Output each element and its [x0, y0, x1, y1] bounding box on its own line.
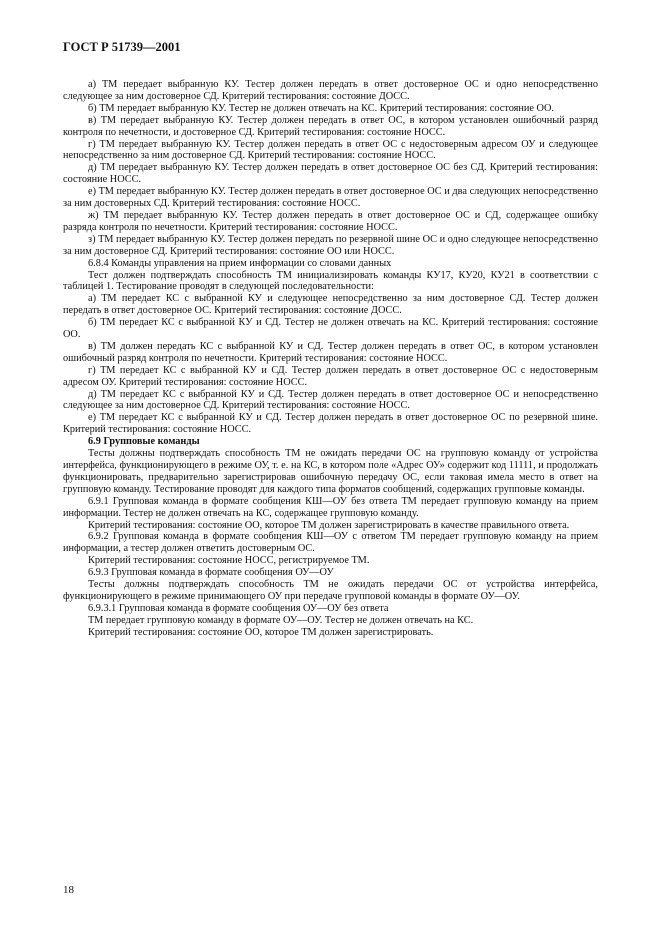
paragraph: д) ТМ передает выбранную КУ. Тестер должен передать в ответ достоверное ОС без СД. Критерий тестирования: состояние НОСС.	[63, 162, 598, 186]
section-heading-text: 6.9 Групповые команды	[88, 436, 200, 448]
paragraph: 6.9.1 Групповая команда в формате сообщения КШ—ОУ без ответа ТМ передает групповую команду на прием информации. Тестер не должен отвечать на КС, содержащее групповую команду.	[63, 495, 598, 519]
paragraph: в) ТМ должен передать КС с выбранной КУ и СД. Тестер должен передать в ответ ОС, в котором установлен ошибочный разряд контроля по нечетности. Критерий тестирования: состояние НОСС.	[63, 340, 598, 364]
subsection-title: 6.8.4 Команды управления на прием информации со словами данных	[88, 257, 392, 269]
paragraph: ж) ТМ передает выбранную КУ. Тестер должен передать в ответ достоверное ОС и СД, содержащее ошибку разряда контроля по нечетности. Критерий тестирования: состояние НОСС.	[63, 209, 598, 233]
paragraph: б) ТМ передает выбранную КУ. Тестер не должен отвечать на КС. Критерий тестирования: состояние ОО.	[88, 102, 555, 114]
subsection-title: 6.9.3 Групповая команда в формате сообщения ОУ—ОУ	[88, 567, 334, 579]
paragraph: г) ТМ передает выбранную КУ. Тестер должен передать в ответ ОС с недостоверным адресом ОУ и следующее непосредственно за ним достоверное СД. Критерий тестирования: состояние НОСС.	[63, 138, 598, 162]
page-body	[63, 79, 598, 639]
page-number: 18	[63, 884, 74, 896]
paragraph: ТМ передает групповую команду в формате ОУ—ОУ. Тестер не должен отвечать на КС.	[88, 614, 474, 626]
section-heading	[63, 436, 598, 448]
paragraph: з) ТМ передает выбранную КУ. Тестер должен передать по резервной шине ОС и одно следующее непосредственно за ним достоверное СД. Критерий тестирования: состояние ОО или НОСС.	[63, 233, 598, 257]
paragraph: г) ТМ передает КС с выбранной КУ и СД. Тестер должен передать в ответ достоверное ОС с недостоверным адресом ОУ. Критерий тестирования: состояние НОСС.	[63, 364, 598, 388]
paragraph: Критерий тестирования: состояние ОО, которое ТМ должен зарегистрировать.	[88, 626, 434, 638]
paragraph: е) ТМ передает КС с выбранной КУ и СД. Тестер должен передать в ответ достоверное ОС по резервной шине. Критерий тестирования: состояние НОСС.	[63, 412, 598, 436]
paragraph: Тест должен подтверждать способность ТМ инициализировать команды КУ17, КУ20, КУ21 в соответствии с таблицей 1. Тестирование проводят в следующей последовательности:	[63, 269, 598, 293]
paragraph: 6.9.2 Групповая команда в формате сообщения КШ—ОУ с ответом ТМ передает групповую команду на прием информации, а тестер должен ответить достоверным ОС.	[63, 531, 598, 555]
document-id-header: ГОСТ Р 51739—2001	[63, 40, 181, 54]
subsection-title: 6.9.3.1 Групповая команда в формате сообщения ОУ—ОУ без ответа	[88, 602, 389, 614]
paragraph: в) ТМ передает выбранную КУ. Тестер должен передать в ответ ОС, в котором установлен ошибочный разряд контроля по нечетности, и достоверное СД. Критерий тестирования: состояние НОСС.	[63, 114, 598, 138]
paragraph: Критерий тестирования: состояние НОСС, регистрируемое ТМ.	[88, 555, 370, 567]
paragraph: д) ТМ передает КС с выбранной КУ и СД. Тестер должен передать в ответ достоверное ОС и непосредственно следующее за ним достоверное СД. Критерий тестирования: состояние НОСС.	[63, 388, 598, 412]
paragraph: е) ТМ передает выбранную КУ. Тестер должен передать в ответ достоверное ОС и два следующих непосредственно за ним достоверных СД. Критерий тестирования: состояние НОСС.	[63, 186, 598, 210]
paragraph: б) ТМ передает КС с выбранной КУ и СД. Тестер не должен отвечать на КС. Критерий тестирования: состояние ОО.	[63, 317, 598, 341]
paragraph: Критерий тестирования: состояние ОО, которое ТМ должен зарегистрировать в качестве правильного ответа.	[88, 519, 570, 531]
paragraph: а) ТМ передает КС с выбранной КУ и следующее непосредственно за ним достоверное СД. Тестер должен передать в ответ достоверное ОС. Критерий тестирования: состояние ДОСС.	[63, 293, 598, 317]
paragraph: а) ТМ передает выбранную КУ. Тестер должен передать в ответ достоверное ОС и одно непосредственно следующее за ним достоверное СД. Критерий тестирования: состояние ДОСС.	[63, 79, 598, 102]
paragraph: Тесты должны подтверждать способность ТМ не ожидать передачи ОС на групповую команду от устройства интерфейса, функционирующего в режиме ОУ, т. е. на КС, в котором поле «Адрес ОУ» содержит код 11111, и продолжать функционировать, предварительно зарегистрировав ошибочную передачу ОС, если таковая имела место в ответ на групповую команду. Тестирование проводят для каждого типа форматов сообщений, содержащих групповые команды.	[63, 448, 598, 495]
paragraph: Тесты должны подтверждать способность ТМ не ожидать передачи ОС от устройства интерфейса, функционирующего в режиме принимающего ОУ при передаче групповой команды в формате ОУ—ОУ.	[63, 579, 598, 602]
